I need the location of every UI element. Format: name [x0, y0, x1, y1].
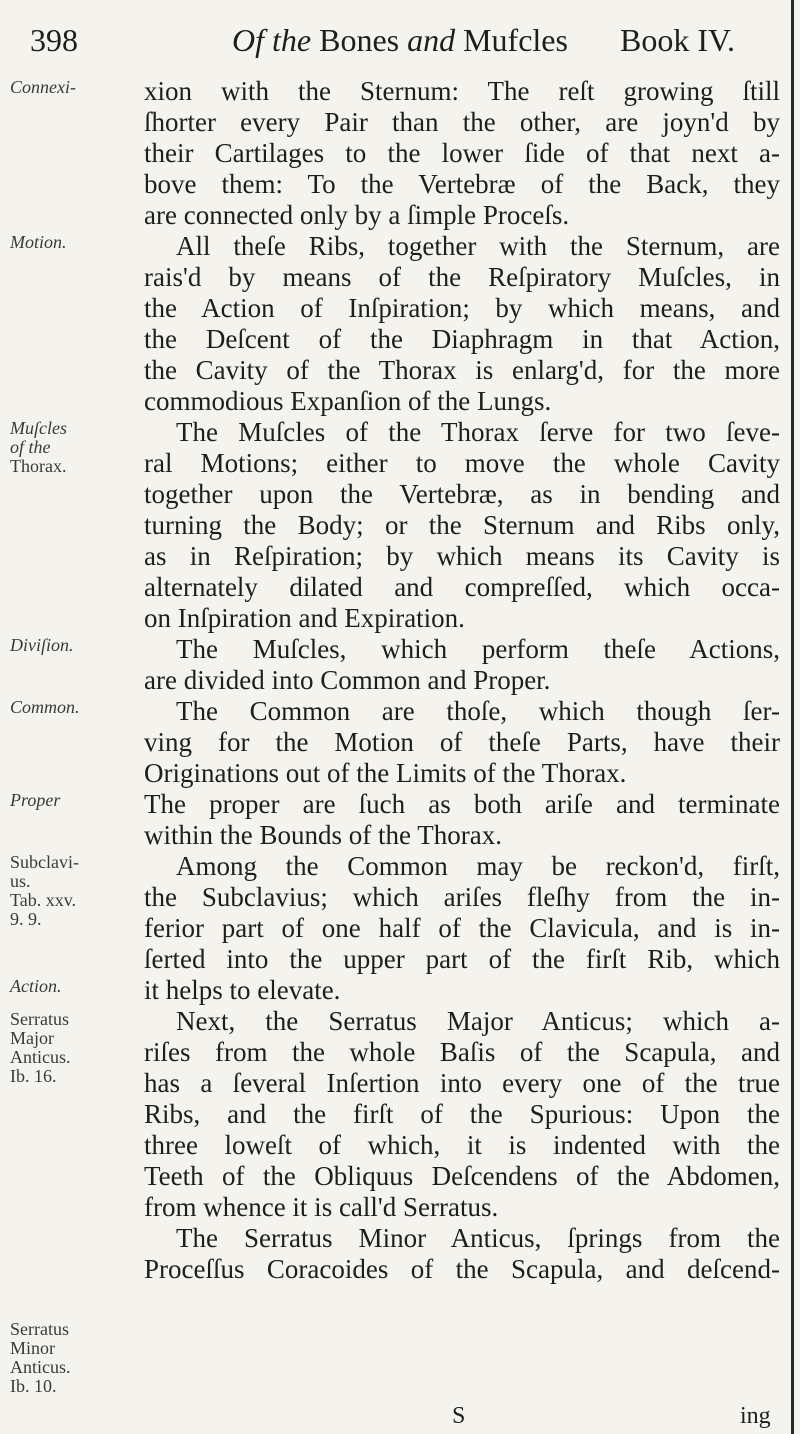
margin-note-proper: Proper [10, 790, 61, 810]
margin-note-serratus-major: Serratus Major Anticus. Ib. 16. [10, 1009, 71, 1086]
text-line: bove them: To the Vertebræ of the Back, they [144, 169, 780, 199]
text-line: three loweſt of which, it is indented with the [144, 1130, 780, 1160]
margin-note-common: Common. [10, 697, 80, 717]
text-line: Among the Common may be reckon'd, firſt, [176, 851, 780, 881]
margin-note-connexion: Connexi- [10, 77, 76, 97]
title-part-3: and [407, 22, 456, 58]
text-line: has a ſeveral Inſertion into every one of the true [144, 1068, 780, 1098]
text-line: the Deſcent of the Diaphragm in that Action, [144, 324, 780, 354]
text-line: are divided into Common and Proper. [144, 665, 551, 695]
page-edge-rule [791, 0, 794, 1434]
text-line: Next, the Serratus Major Anticus; which a- [176, 1006, 780, 1036]
text-line: ſerted into the upper part of the firſt Rib, which [144, 944, 780, 974]
text-line: All theſe Ribs, together with the Sternum, are [176, 231, 780, 261]
text-line: The Muſcles, which perform theſe Actions, [176, 634, 780, 664]
text-line: The Common are thoſe, which though ſer- [176, 696, 780, 726]
text-line: rais'd by means of the Reſpiratory Muſcles, in [144, 262, 780, 292]
margin-note-serratus-minor: Serratus Minor Anticus. Ib. 10. [10, 1319, 71, 1396]
text-line: on Inſpiration and Expiration. [144, 603, 465, 633]
text-line: as in Reſpiration; by which means its Cavity is [144, 541, 780, 571]
text-line: from whence it is call'd Serratus. [144, 1192, 499, 1222]
text-line: turning the Body; or the Sternum and Ribs only, [144, 510, 780, 540]
catchword: ing [740, 1403, 771, 1429]
text-line: together upon the Vertebræ, as in bending and [144, 479, 780, 509]
text-line: riſes from the whole Baſis of the Scapula, and [144, 1037, 780, 1067]
body-text [144, 76, 780, 1285]
text-line: Teeth of the Obliquus Deſcendens of the Abdomen, [144, 1161, 780, 1191]
running-title [232, 22, 568, 59]
text-line: their Cartilages to the lower ſide of that next a- [144, 138, 780, 168]
text-line: Ribs, and the firſt of the Spurious: Upon the [144, 1099, 780, 1129]
text-line: ral Motions; either to move the whole Cavity [144, 448, 780, 478]
text-line: xion with the Sternum: The reſt growing ſtill [144, 76, 780, 106]
signature-mark: S [452, 1403, 466, 1429]
margin-note-muscles-thorax: Muſcles of the Thorax. [10, 418, 67, 476]
title-part-2: Bones [319, 22, 400, 58]
text-line: the Cavity of the Thorax is enlarg'd, for the more [144, 355, 780, 385]
text-line: The Muſcles of the Thorax ſerve for two ſeve- [176, 417, 780, 447]
page-number: 398 [30, 22, 78, 58]
book-number: Book IV. [620, 22, 735, 58]
text-line: The Serratus Minor Anticus, ſprings from the [176, 1223, 780, 1253]
margin-note-division: Diviſion. [10, 635, 74, 655]
text-line: alternately dilated and compreſſed, which occa- [144, 572, 780, 602]
margin-note-action: Action. [10, 976, 62, 996]
text-line: ferior part of one half of the Clavicula, and is in- [144, 913, 780, 943]
text-line: the Subclavius; which ariſes fleſhy from the in- [144, 882, 780, 912]
text-line: Originations out of the Limits of the Thorax. [144, 758, 627, 788]
margin-note-motion: Motion. [10, 232, 67, 252]
text-line: within the Bounds of the Thorax. [144, 820, 502, 850]
title-part-4: Mufcles [463, 22, 568, 58]
text-line: the Action of Inſpiration; by which means, and [144, 293, 780, 323]
running-header [0, 22, 800, 72]
title-part-1: Of the [232, 22, 312, 58]
margin-note-subclavius: Subclavi- us. Tab. xxv. 9. 9. [10, 852, 79, 929]
text-line: The proper are ſuch as both ariſe and terminate [144, 789, 780, 819]
text-line: it helps to elevate. [144, 975, 341, 1005]
text-line: ſhorter every Pair than the other, are joyn'd by [144, 107, 780, 137]
text-line: are connected only by a ſimple Proceſs. [144, 200, 570, 230]
text-line: ving for the Motion of theſe Parts, have their [144, 727, 780, 757]
text-line: Proceſſus Coracoides of the Scapula, and deſcend- [144, 1254, 780, 1284]
text-line: commodious Expanſion of the Lungs. [144, 386, 552, 416]
